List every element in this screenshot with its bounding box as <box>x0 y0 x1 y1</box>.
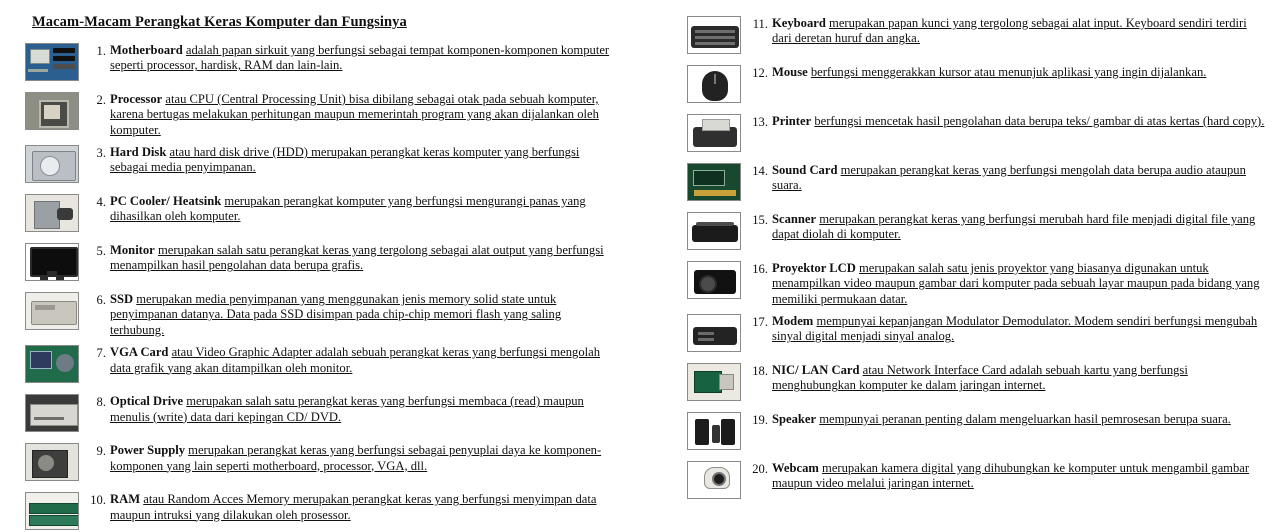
item-term: Proyektor LCD <box>772 261 856 275</box>
item-term: Sound Card <box>772 163 838 177</box>
item-number: 4. <box>96 195 106 210</box>
modem-icon <box>687 314 741 352</box>
processor-icon <box>25 92 79 130</box>
item-term: VGA Card <box>110 345 169 360</box>
item-term: Modem <box>772 314 814 329</box>
list-item <box>20 192 610 236</box>
thumbnail-cell <box>682 14 746 54</box>
item-description: merupakan perangkat komputer yang berfungsi mengurangi panas yang dihasilkan oleh komputer. <box>110 194 586 224</box>
item-number: 6. <box>96 293 106 308</box>
mouse-icon <box>687 65 741 103</box>
item-term: NIC/ LAN Card <box>772 363 860 378</box>
item-term: Webcam <box>772 461 819 476</box>
item-term: Scanner <box>772 212 817 226</box>
item-term: Printer <box>772 114 812 128</box>
item-description: mempunyai peranan penting dalam mengeluarkan hasil pemrosesan berupa suara. <box>819 412 1231 427</box>
item-text <box>110 290 610 338</box>
item-description: merupakan salah satu perangkat keras yang berfungsi membaca (read) maupun menulis (write) data dari kepingan CD/ DVD. <box>110 394 584 424</box>
item-text <box>110 490 610 523</box>
item-text <box>110 392 610 425</box>
item-term: PC Cooler/ Heatsink <box>110 194 222 209</box>
item-description: merupakan perangkat keras yang berfungsi mengolah data berupa audio ataupun suara. <box>772 163 1246 193</box>
item-text <box>772 459 1268 492</box>
thumbnail-cell <box>20 290 84 330</box>
thumbnail-cell <box>682 63 746 103</box>
list-item <box>682 361 1268 405</box>
hardware-list-right <box>682 14 1268 503</box>
item-text <box>110 41 610 74</box>
nic-lan-card-icon <box>687 363 741 401</box>
item-text <box>772 259 1268 307</box>
item-number: 11. <box>752 17 768 31</box>
thumbnail-cell <box>20 441 84 481</box>
item-text <box>772 312 1268 345</box>
item-description: merupakan kamera digital yang dihubungkan ke komputer untuk mengambil gambar maupun video melalui jaringan internet. <box>772 461 1250 491</box>
item-text <box>110 90 610 138</box>
item-number: 3. <box>96 146 106 161</box>
printer-icon <box>687 114 741 152</box>
item-text <box>772 63 1268 80</box>
page-title: Macam-Macam Perangkat Keras Komputer dan Fungsinya <box>32 14 407 30</box>
item-text <box>110 143 610 176</box>
list-item <box>20 343 610 387</box>
list-item <box>682 14 1268 58</box>
list-item <box>20 290 610 338</box>
item-number: 18. <box>752 364 768 379</box>
keyboard-icon <box>687 16 741 54</box>
ram-icon <box>25 492 79 530</box>
item-text <box>110 241 610 274</box>
projector-icon <box>687 261 741 299</box>
item-description: atau hard disk drive (HDD) merupakan perangkat keras komputer yang berfungsi sebagai media penyimpanan. <box>110 145 580 175</box>
item-text <box>110 343 610 376</box>
thumbnail-cell <box>682 112 746 152</box>
item-number: 19. <box>752 413 768 428</box>
list-item <box>682 259 1268 307</box>
hard-disk-icon <box>25 145 79 183</box>
item-term: Power Supply <box>110 443 185 458</box>
thumbnail-cell <box>20 490 84 530</box>
item-description: atau Network Interface Card adalah sebuah kartu yang berfungsi menghubungkan komputer ke dalam jaringan internet. <box>772 363 1188 393</box>
thumbnail-cell <box>20 90 84 130</box>
list-item <box>20 441 610 485</box>
right-page-column <box>662 0 1282 532</box>
item-text <box>772 361 1268 394</box>
item-number: 10. <box>90 493 106 508</box>
item-description: adalah papan sirkuit yang berfungsi sebagai tempat komponen-komponen komputer seperti processor, hardisk, RAM dan lain-lain. <box>110 43 610 73</box>
thumbnail-cell <box>682 259 746 299</box>
item-text <box>110 192 610 225</box>
item-description: atau CPU (Central Processing Unit) bisa dibilang sebagai otak pada sebuah komputer, karena bertugas melakukan perhitungan maupun memerintah program yang akan dijalankan oleh komputer. <box>110 92 599 137</box>
list-item <box>20 392 610 436</box>
thumbnail-cell <box>682 361 746 401</box>
ssd-icon <box>25 292 79 330</box>
speaker-icon <box>687 412 741 450</box>
item-number: 15. <box>752 213 768 227</box>
item-text <box>110 441 610 474</box>
item-term: Motherboard <box>110 43 183 57</box>
item-term: Processor <box>110 92 163 106</box>
list-item <box>682 312 1268 356</box>
item-description: mempunyai kepanjangan Modulator Demodulator. Modem sendiri berfungsi mengubah sinyal digital menjadi sinyal analog. <box>772 314 1258 344</box>
vga-card-icon <box>25 345 79 383</box>
item-number: 14. <box>752 164 768 178</box>
webcam-icon <box>687 461 741 499</box>
item-number: 16. <box>752 262 768 276</box>
item-text <box>772 161 1268 194</box>
item-number: 7. <box>96 346 106 361</box>
list-item <box>682 112 1268 156</box>
optical-drive-icon <box>25 394 79 432</box>
item-term: Keyboard <box>772 16 826 30</box>
list-item <box>682 210 1268 254</box>
item-number: 5. <box>96 244 106 259</box>
item-term: RAM <box>110 492 141 507</box>
item-description: atau Random Acces Memory merupakan perangkat keras yang berfungsi menyimpan data maupun intruksi yang dilakukan oleh prosessor. <box>110 492 597 522</box>
thumbnail-cell <box>682 312 746 352</box>
sound-card-icon <box>687 163 741 201</box>
item-number: 2. <box>96 93 106 107</box>
item-description: merupakan media penyimpanan yang menggunakan jenis memory solid state untuk penyimpanan datanya. Data pada SSD disimpan pada chip-chip memori flash yang saling terhubung. <box>110 292 562 337</box>
item-description: berfungsi menggerakkan kursor atau menunjuk aplikasi yang ingin dijalankan. <box>810 65 1207 79</box>
item-description: merupakan papan kunci yang tergolong sebagai alat input. Keyboard sendiri terdiri dari deretan huruf dan angka. <box>772 16 1247 46</box>
item-number: 1. <box>96 44 106 58</box>
item-number: 12. <box>752 66 768 80</box>
monitor-icon <box>25 243 79 281</box>
list-item <box>20 490 610 532</box>
item-number: 8. <box>96 395 106 410</box>
list-item <box>20 241 610 285</box>
thumbnail-cell <box>20 143 84 183</box>
thumbnail-cell <box>682 459 746 499</box>
left-page-column <box>0 0 620 532</box>
power-supply-icon <box>25 443 79 481</box>
item-term: Hard Disk <box>110 145 167 160</box>
hardware-list-left <box>20 41 610 532</box>
item-number: 13. <box>752 115 768 129</box>
item-description: atau Video Graphic Adapter adalah sebuah perangkat keras yang berfungsi mengolah data grafik yang akan ditampilkan oleh monitor. <box>110 345 601 375</box>
item-number: 9. <box>96 444 106 459</box>
item-text <box>772 210 1268 243</box>
page-divider <box>620 0 662 532</box>
thumbnail-cell <box>20 392 84 432</box>
motherboard-icon <box>25 43 79 81</box>
item-term: Monitor <box>110 243 155 258</box>
item-description: merupakan salah satu jenis proyektor yang biasanya digunakan untuk menampilkan video maupun gambar dari komputer pada sebuah layar maupun pada bidang yang memiliki permukaan datar. <box>772 261 1260 306</box>
thumbnail-cell <box>682 410 746 450</box>
thumbnail-cell <box>20 343 84 383</box>
item-term: Speaker <box>772 412 817 427</box>
list-item <box>682 63 1268 107</box>
item-term: Optical Drive <box>110 394 184 409</box>
item-description: merupakan salah satu perangkat keras yang tergolong sebagai alat output yang berfungsi menampilkan hasil pengolahan data berupa grafis. <box>110 243 604 273</box>
item-description: berfungsi mencetak hasil pengolahan data berupa teks/ gambar di atas kertas (hard copy). <box>814 114 1265 128</box>
item-number: 20. <box>752 462 768 477</box>
item-text <box>772 112 1268 129</box>
pc-cooler-icon <box>25 194 79 232</box>
list-item <box>20 41 610 85</box>
item-description: merupakan perangkat keras yang berfungsi sebagai penyuplai daya ke komponen-komponen yang lain seperti motherboard, processor, VGA, dll. <box>110 443 602 473</box>
item-number: 17. <box>752 315 768 330</box>
list-item <box>682 161 1268 205</box>
list-item <box>682 410 1268 454</box>
thumbnail-cell <box>20 241 84 281</box>
item-term: Mouse <box>772 65 808 79</box>
list-item <box>20 90 610 138</box>
thumbnail-cell <box>20 41 84 81</box>
thumbnail-cell <box>682 210 746 250</box>
item-description: merupakan perangkat keras yang berfungsi merubah hard file menjadi digital file yang dapat diolah di komputer. <box>772 212 1256 242</box>
scanner-icon <box>687 212 741 250</box>
item-text <box>772 14 1268 47</box>
item-text <box>772 410 1268 427</box>
item-term: SSD <box>110 292 134 307</box>
list-item <box>20 143 610 187</box>
thumbnail-cell <box>20 192 84 232</box>
thumbnail-cell <box>682 161 746 201</box>
list-item <box>682 459 1268 503</box>
